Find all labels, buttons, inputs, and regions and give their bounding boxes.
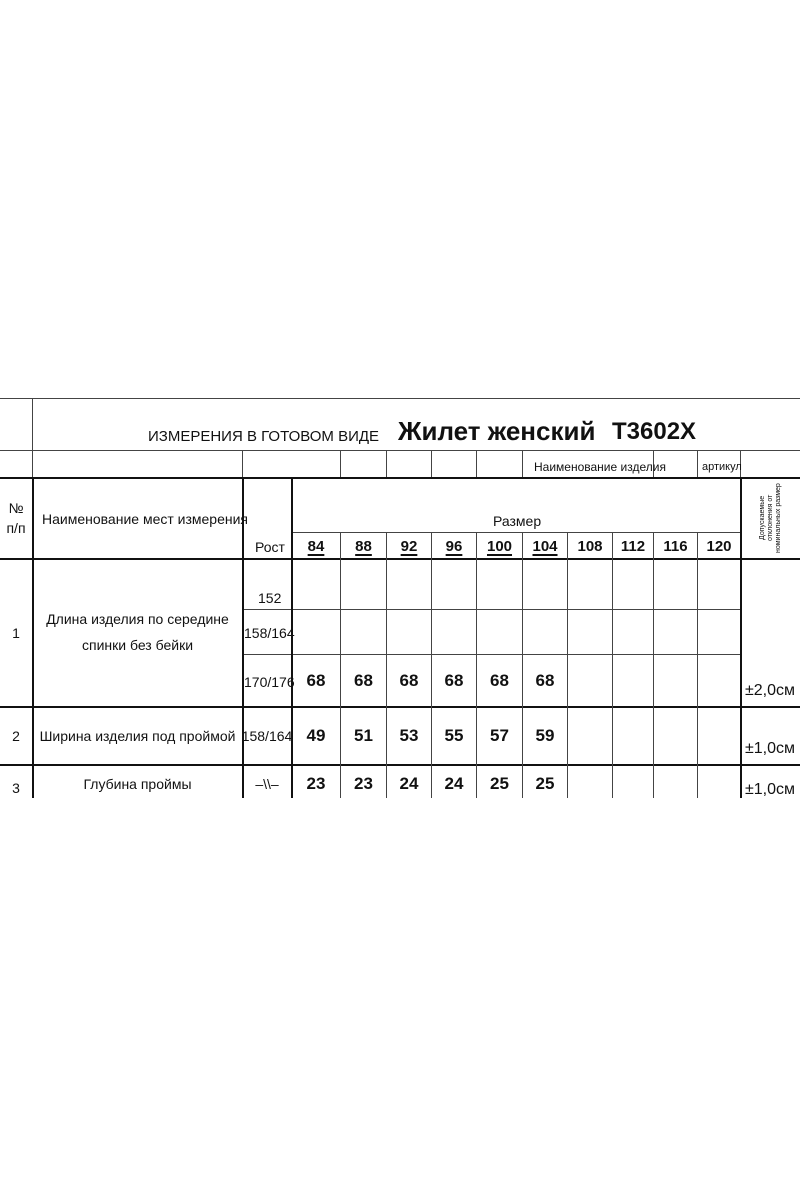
row-3-value-104: 25 — [535, 774, 555, 793]
height-header: Рост — [255, 539, 285, 555]
row-1-height-1: 152 — [258, 590, 282, 606]
grid-line — [0, 477, 800, 479]
row-3-value-88: 23 — [354, 774, 373, 793]
size-112: 112 — [620, 537, 646, 555]
size-92: 92 — [400, 537, 418, 555]
grid-line — [653, 532, 654, 798]
product-name: Жилет женский — [398, 416, 596, 446]
row-1-number: 1 — [12, 624, 20, 641]
measurement-sheet — [0, 398, 800, 798]
row-3-value-84: 23 — [306, 774, 326, 793]
row-1-height-2: 158/164 — [244, 625, 295, 641]
row-3-number: 3 — [12, 780, 20, 796]
grid-line — [612, 532, 613, 798]
row-1-name-line2: спинки без бейки — [81, 637, 194, 653]
grid-line — [0, 450, 800, 451]
row-3-value-92: 24 — [399, 774, 419, 793]
grid-line — [476, 450, 477, 477]
row-1-value-88: 68 — [354, 670, 373, 690]
measure-caption: ИЗМЕРЕНИЯ В ГОТОВОМ ВИДЕ — [148, 428, 380, 445]
tolerance-header-text: Допускаемые отклонения от номинальных размер — [758, 483, 782, 553]
row-3-tolerance: ±1,0см — [745, 781, 796, 798]
grid-line — [386, 450, 387, 477]
row-2-value-96: 55 — [444, 725, 464, 745]
number-header-line1: № — [8, 500, 24, 516]
row-1-name-line1: Длина изделия по середине — [46, 611, 229, 627]
grid-line — [0, 398, 800, 399]
size-104: 104 — [532, 537, 558, 555]
row-1-value-104: 68 — [535, 670, 555, 690]
size-108: 108 — [577, 537, 603, 555]
grid-line — [340, 450, 341, 477]
size-header: Размер — [493, 513, 542, 529]
row-1-value-92: 68 — [399, 670, 419, 690]
row-2-tolerance: ±1,0см — [745, 740, 796, 757]
product-name-label: Наименование изделия — [534, 460, 666, 474]
row-1-value-100: 68 — [490, 670, 509, 690]
row-1-name — [33, 606, 242, 658]
row-1-tolerance: ±2,0см — [745, 682, 796, 699]
grid-line — [0, 558, 800, 560]
row-2-value-100: 57 — [490, 725, 509, 745]
grid-line — [242, 609, 740, 610]
grid-line — [697, 532, 698, 798]
row-2-height: 158/164 — [241, 727, 293, 744]
size-120: 120 — [706, 537, 732, 555]
size-96: 96 — [445, 537, 463, 555]
grid-line — [522, 450, 523, 477]
article-label: артикул — [702, 461, 742, 473]
row-2-value-88: 51 — [354, 725, 373, 745]
grid-line — [291, 532, 740, 533]
row-2-name: Ширина изделия под проймой — [39, 727, 236, 744]
row-3-name: Глубина проймы — [83, 776, 192, 792]
number-header — [0, 498, 32, 538]
grid-line — [697, 450, 698, 477]
row-3-height: –\\– — [255, 776, 279, 792]
row-2-value-104: 59 — [535, 725, 555, 745]
row-1-height-3: 170/176 — [244, 674, 295, 690]
grid-line — [567, 532, 568, 798]
size-116: 116 — [663, 537, 688, 555]
grid-line — [431, 450, 432, 477]
row-2-value-92: 53 — [399, 725, 419, 745]
article-code: Т3602Х — [612, 418, 697, 445]
tolerance-header — [741, 478, 800, 558]
grid-line — [0, 764, 800, 766]
size-84: 84 — [307, 537, 325, 555]
row-2-value-84: 49 — [306, 725, 326, 745]
row-1-value-96: 68 — [444, 670, 464, 690]
grid-line — [32, 398, 33, 477]
row-1-value-84: 68 — [306, 670, 326, 690]
row-3-value-96: 24 — [444, 774, 464, 793]
row-2-number: 2 — [12, 727, 20, 744]
size-100: 100 — [486, 537, 513, 555]
name-header: Наименование мест измерения — [42, 511, 249, 527]
row-3-value-100: 25 — [490, 774, 509, 793]
size-88: 88 — [355, 537, 372, 555]
grid-line — [242, 450, 243, 477]
number-header-line2: п/п — [6, 520, 26, 536]
